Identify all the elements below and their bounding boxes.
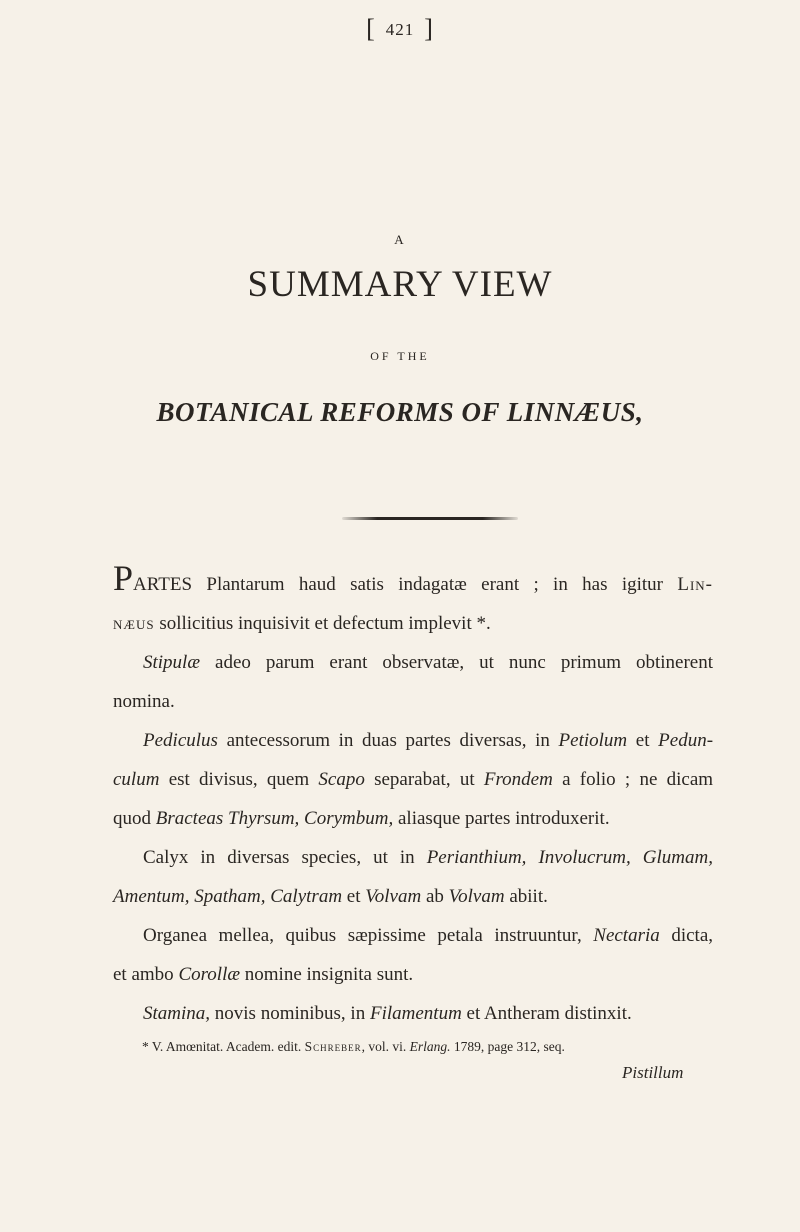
- body-text: [113, 558, 714, 1033]
- page-number: [0, 14, 800, 44]
- ornamental-rule: [342, 517, 518, 520]
- footnote: * V. Amœnitat. Academ. edit. Schreber, vol. vi. Erlang. 1789, page 312, seq.: [142, 1039, 565, 1054]
- title-article: A: [394, 232, 406, 247]
- paragraph-3-line-2: culum est divisus, quem Scapo separabat, ut Frondem a folio ; ne dicam: [113, 769, 714, 790]
- paragraph-3-line-3: quod Bracteas Thyrsum, Corymbum, aliasque partes introduxerit.: [113, 808, 610, 829]
- catchword: Pistillum: [622, 1063, 684, 1082]
- paragraph-2-line-1: Stipulæ adeo parum erant observatæ, ut nunc primum obtinerent: [143, 652, 714, 673]
- paragraph-2-line-2: nomina.: [113, 691, 175, 712]
- paragraph-5-line-1: Organea mellea, quibus sæpissime petala instruuntur, Nectaria dicta,: [143, 925, 714, 946]
- paragraph-4-line-1: Calyx in diversas species, ut in Perianthium, Involucrum, Glumam,: [143, 847, 713, 868]
- paragraph-1-line-2: næus sollicitius inquisivit et defectum implevit *.: [113, 613, 491, 634]
- drop-cap: P: [113, 558, 134, 598]
- paragraph-1-line-1: PARTES Plantarum haud satis indagatæ erant ; in has igitur Lin-: [113, 558, 713, 598]
- paragraph-4-line-2: Amentum, Spatham, Calytram et Volvam ab Volvam abiit.: [113, 886, 548, 907]
- paragraph-3-line-1: Pediculus antecessorum in duas partes diversas, in Petiolum et Pedun-: [143, 730, 714, 751]
- page-subtitle: BOTANICAL REFORMS OF LINNÆUS,: [156, 397, 644, 427]
- paragraph-5-line-2: et ambo Corollæ nomine insignita sunt.: [113, 964, 414, 985]
- paragraph-6-line-1: Stamina, novis nominibus, in Filamentum et Antheram distinxit.: [143, 1003, 632, 1024]
- title-connector: OF THE: [370, 349, 430, 363]
- page-number-value: 421: [385, 20, 415, 39]
- page-title: SUMMARY VIEW: [247, 264, 553, 305]
- page-number-close-bracket: ]: [424, 14, 434, 43]
- page-number-open-bracket: [: [366, 14, 376, 43]
